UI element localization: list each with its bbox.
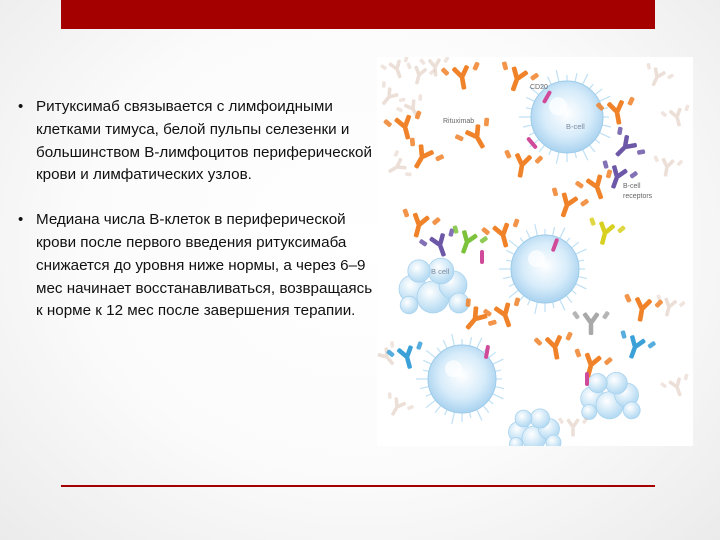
antibody-tip-right [654, 299, 663, 308]
antibody-tip-right [617, 225, 626, 234]
antibody-tip-right [488, 319, 497, 326]
antibody-stem [629, 346, 637, 359]
cell-bubble [515, 410, 532, 427]
antibody-stem [600, 232, 607, 245]
cell-highlight [445, 360, 462, 377]
antibody-arm-right [405, 345, 413, 358]
antibody-tip-right [679, 301, 686, 308]
cd20-label: CD20 [530, 84, 548, 91]
antibody-arm-right [475, 124, 481, 137]
antibody-stem [560, 204, 569, 217]
rituximab-label: Rituximab [443, 118, 475, 125]
pale-antibody [558, 417, 589, 437]
antibody-tip-right [407, 405, 414, 411]
bullet-item-1 [18, 96, 378, 187]
antibody-stem [405, 356, 412, 369]
rituximab-antibody [382, 109, 427, 144]
antibody-arm-right [403, 114, 412, 127]
antibody-tip-right [647, 341, 656, 349]
bcell-bottom-left [416, 334, 504, 424]
antibody-stem [595, 186, 604, 199]
pale-antibody [650, 155, 684, 180]
pale-antibody [379, 57, 414, 83]
antibody-tip-left [410, 138, 415, 147]
antibody-stem [615, 145, 627, 157]
antibody-stem [403, 126, 411, 139]
antibody-tip-left [653, 155, 659, 162]
rituximab-illustration [377, 57, 693, 446]
antibody-stem [503, 314, 512, 327]
antibody-tip-left [602, 160, 608, 169]
antibody-arm-right [460, 65, 470, 78]
bcell-receptors-label-2: receptors [623, 193, 653, 200]
antibody-tip-left [388, 392, 392, 399]
antibody-arm-right [675, 377, 681, 387]
antibody-tip-left [383, 119, 392, 128]
antibody-tip-right [443, 57, 449, 63]
bcell-receptor-purple [603, 125, 647, 169]
antibody-tip-right [530, 72, 540, 81]
cell-bubble [408, 260, 430, 282]
cell-highlight [528, 250, 545, 267]
antibody-tip-right [602, 311, 610, 320]
antibody-tip-left [502, 61, 509, 70]
bullet-icon: • [18, 98, 24, 115]
antibody-tip-left [382, 81, 386, 88]
bullet-text-1: Ритуксимаб связывается с лимфоидными клетками тимуса, белой пульпы селезенки и большинством В-лимфоцитов периферической крови и лимфатических узлов. [36, 98, 372, 184]
antibody-tip-right [484, 118, 489, 127]
antibody-stem [460, 77, 467, 90]
rituximab-antibody [396, 207, 441, 242]
antibody-tip-left [396, 107, 403, 113]
pale-antibody [379, 391, 415, 423]
antibody-stem [664, 167, 669, 177]
antibody-tip-right [418, 94, 422, 101]
antibody-stem [517, 165, 524, 178]
cd20-marker [585, 372, 589, 386]
antibody-tip-left [380, 64, 387, 71]
antibody-stem [461, 241, 469, 254]
antibody-tip-right [472, 61, 480, 71]
bcell-bubbles-right [581, 372, 641, 419]
antibody-tip-left [572, 311, 580, 320]
antibody-tip-left [589, 217, 596, 226]
antibody-tip-right [606, 169, 613, 178]
antibody-stem [386, 356, 395, 366]
antibody-tip-right [435, 154, 445, 162]
antibody-tip-right [405, 172, 412, 176]
antibody-stem [553, 347, 560, 360]
slide-text [18, 96, 378, 345]
antibody-stem [611, 176, 619, 189]
antibody-tip-left [660, 111, 667, 118]
pale-antibody [377, 80, 407, 115]
antibody-tip-right [512, 218, 519, 228]
antibody-arm-right [503, 302, 511, 315]
antibody-tip-right [514, 297, 521, 306]
antibody-stem [571, 427, 575, 437]
bcell-bottom-label: B cell [431, 267, 450, 276]
cd20-marker [480, 250, 484, 264]
antibody-stem [675, 117, 681, 127]
antibody-arm-right [433, 58, 441, 68]
antibody-arm-right [675, 107, 682, 117]
antibody-tip-left [406, 62, 412, 69]
antibody-stem [381, 96, 390, 106]
top-accent-bar [61, 0, 655, 29]
antibody-arm-right [411, 99, 415, 109]
antibody-arm-right [589, 312, 600, 324]
pale-antibody [381, 149, 413, 185]
bcell-bubbles-bottom [509, 409, 562, 446]
cell-bubble [546, 435, 561, 446]
antibody-tip-right [399, 97, 406, 102]
antibody-arm-right [438, 233, 445, 246]
antibody-tip-right [479, 236, 488, 244]
antibody-tip-left [646, 63, 651, 70]
bullet-item-2 [18, 209, 378, 323]
cd20-marker [526, 136, 538, 149]
cell-bubble [588, 374, 607, 393]
rituximab-antibody [398, 136, 446, 178]
illustration-svg [377, 57, 693, 446]
antibody-tip-left [454, 134, 464, 142]
antibody-tip-left [552, 187, 559, 196]
antibody-arm-right [397, 165, 407, 169]
cell-body [531, 81, 603, 153]
antibody-tip-left [465, 298, 470, 307]
antibody-stem [589, 323, 594, 335]
antibody-arm-right [553, 335, 563, 348]
antibody-stem [433, 67, 437, 77]
antibody-tip-right [580, 198, 590, 207]
antibody-tip-left [481, 227, 490, 236]
antibody-tip-left [617, 127, 623, 136]
antibody-tip-right [676, 159, 683, 166]
pale-antibody [639, 62, 675, 93]
antibody-stem [413, 224, 421, 237]
antibody-stem [637, 309, 644, 322]
antibody-tip-left [504, 149, 512, 159]
cell-highlight [549, 97, 567, 115]
bullet-text-2: Медиана числа В-клеток в периферической крови после первого введения ритуксимаба снижается до уровня ниже нормы, а через 6–9 мес начинает восстанавливаться, возвращаясь к норме к 12 мес после завершения терапии. [36, 211, 373, 320]
rituximab-antibody [544, 186, 591, 224]
antibody-stem [510, 78, 519, 91]
antibody-tip-right [416, 341, 423, 350]
cell-bubble [606, 372, 628, 394]
antibody-tip-right [629, 171, 638, 179]
antibody-tip-right [667, 73, 674, 79]
cell-body [511, 235, 579, 303]
cell-bubble [582, 405, 597, 420]
antibody-tip-left [440, 67, 449, 76]
rituximab-antibody [500, 149, 544, 181]
antibody-tip-left [419, 58, 426, 65]
antibody-tip-right [684, 104, 690, 111]
antibody-stem [415, 75, 421, 85]
antibody-tip-right [627, 96, 635, 106]
antibody-stem [438, 244, 446, 257]
antibody-arm-right [501, 222, 510, 235]
rituximab-antibody [494, 60, 541, 98]
antibody-tip-right [604, 357, 613, 366]
antibody-arm-right [615, 100, 625, 113]
antibody-tip-left [620, 330, 626, 339]
pale-antibody [402, 61, 437, 88]
bcell-receptor-yellow [583, 216, 626, 249]
antibody-tip-left [624, 293, 632, 303]
bottom-accent-line [61, 485, 655, 487]
antibody-stem [501, 234, 509, 247]
antibody-tip-right [534, 155, 543, 164]
antibody-tip-right [684, 373, 689, 380]
pale-antibody [659, 372, 693, 401]
antibody-tip-left [533, 337, 542, 346]
antibody-stem [665, 307, 671, 317]
bcell-receptor-grey [572, 311, 610, 335]
antibody-tip-left [393, 150, 399, 157]
bcell-receptors-label-1: B-cell [623, 183, 641, 190]
bcell-middle [499, 224, 587, 314]
antibody-tip-right [432, 217, 441, 226]
antibody-tip-right [390, 341, 394, 348]
antibody-stem [465, 317, 477, 330]
cell-bubble [530, 409, 549, 428]
rituximab-antibody [440, 61, 484, 93]
antibody-stem [675, 386, 682, 396]
pale-antibody [377, 340, 405, 375]
antibody-tip-right [565, 331, 573, 341]
antibody-arm-right [595, 174, 603, 187]
antibody-tip-left [402, 208, 409, 218]
bcell-receptor-blue [613, 329, 657, 365]
antibody-tip-right [404, 57, 409, 63]
antibody-tip-right [637, 149, 646, 155]
antibody-tip-left [574, 348, 581, 358]
antibody-tip-left [575, 180, 585, 189]
bullet-icon: • [18, 211, 24, 229]
antibody-arm-right [395, 59, 401, 69]
rituximab-antibody [533, 331, 577, 363]
antibody-tip-left [660, 382, 667, 389]
cell-bubble [623, 402, 640, 419]
rituximab-antibody [482, 296, 529, 334]
antibody-arm-right [572, 418, 580, 428]
antibody-tip-left [558, 417, 565, 424]
antibody-stem [615, 112, 622, 125]
pale-antibody [660, 103, 693, 130]
cell-bubble [400, 296, 418, 314]
antibody-tip-left [419, 239, 428, 247]
bcell-label: B-cell [566, 122, 585, 131]
antibody-stem [395, 68, 402, 78]
